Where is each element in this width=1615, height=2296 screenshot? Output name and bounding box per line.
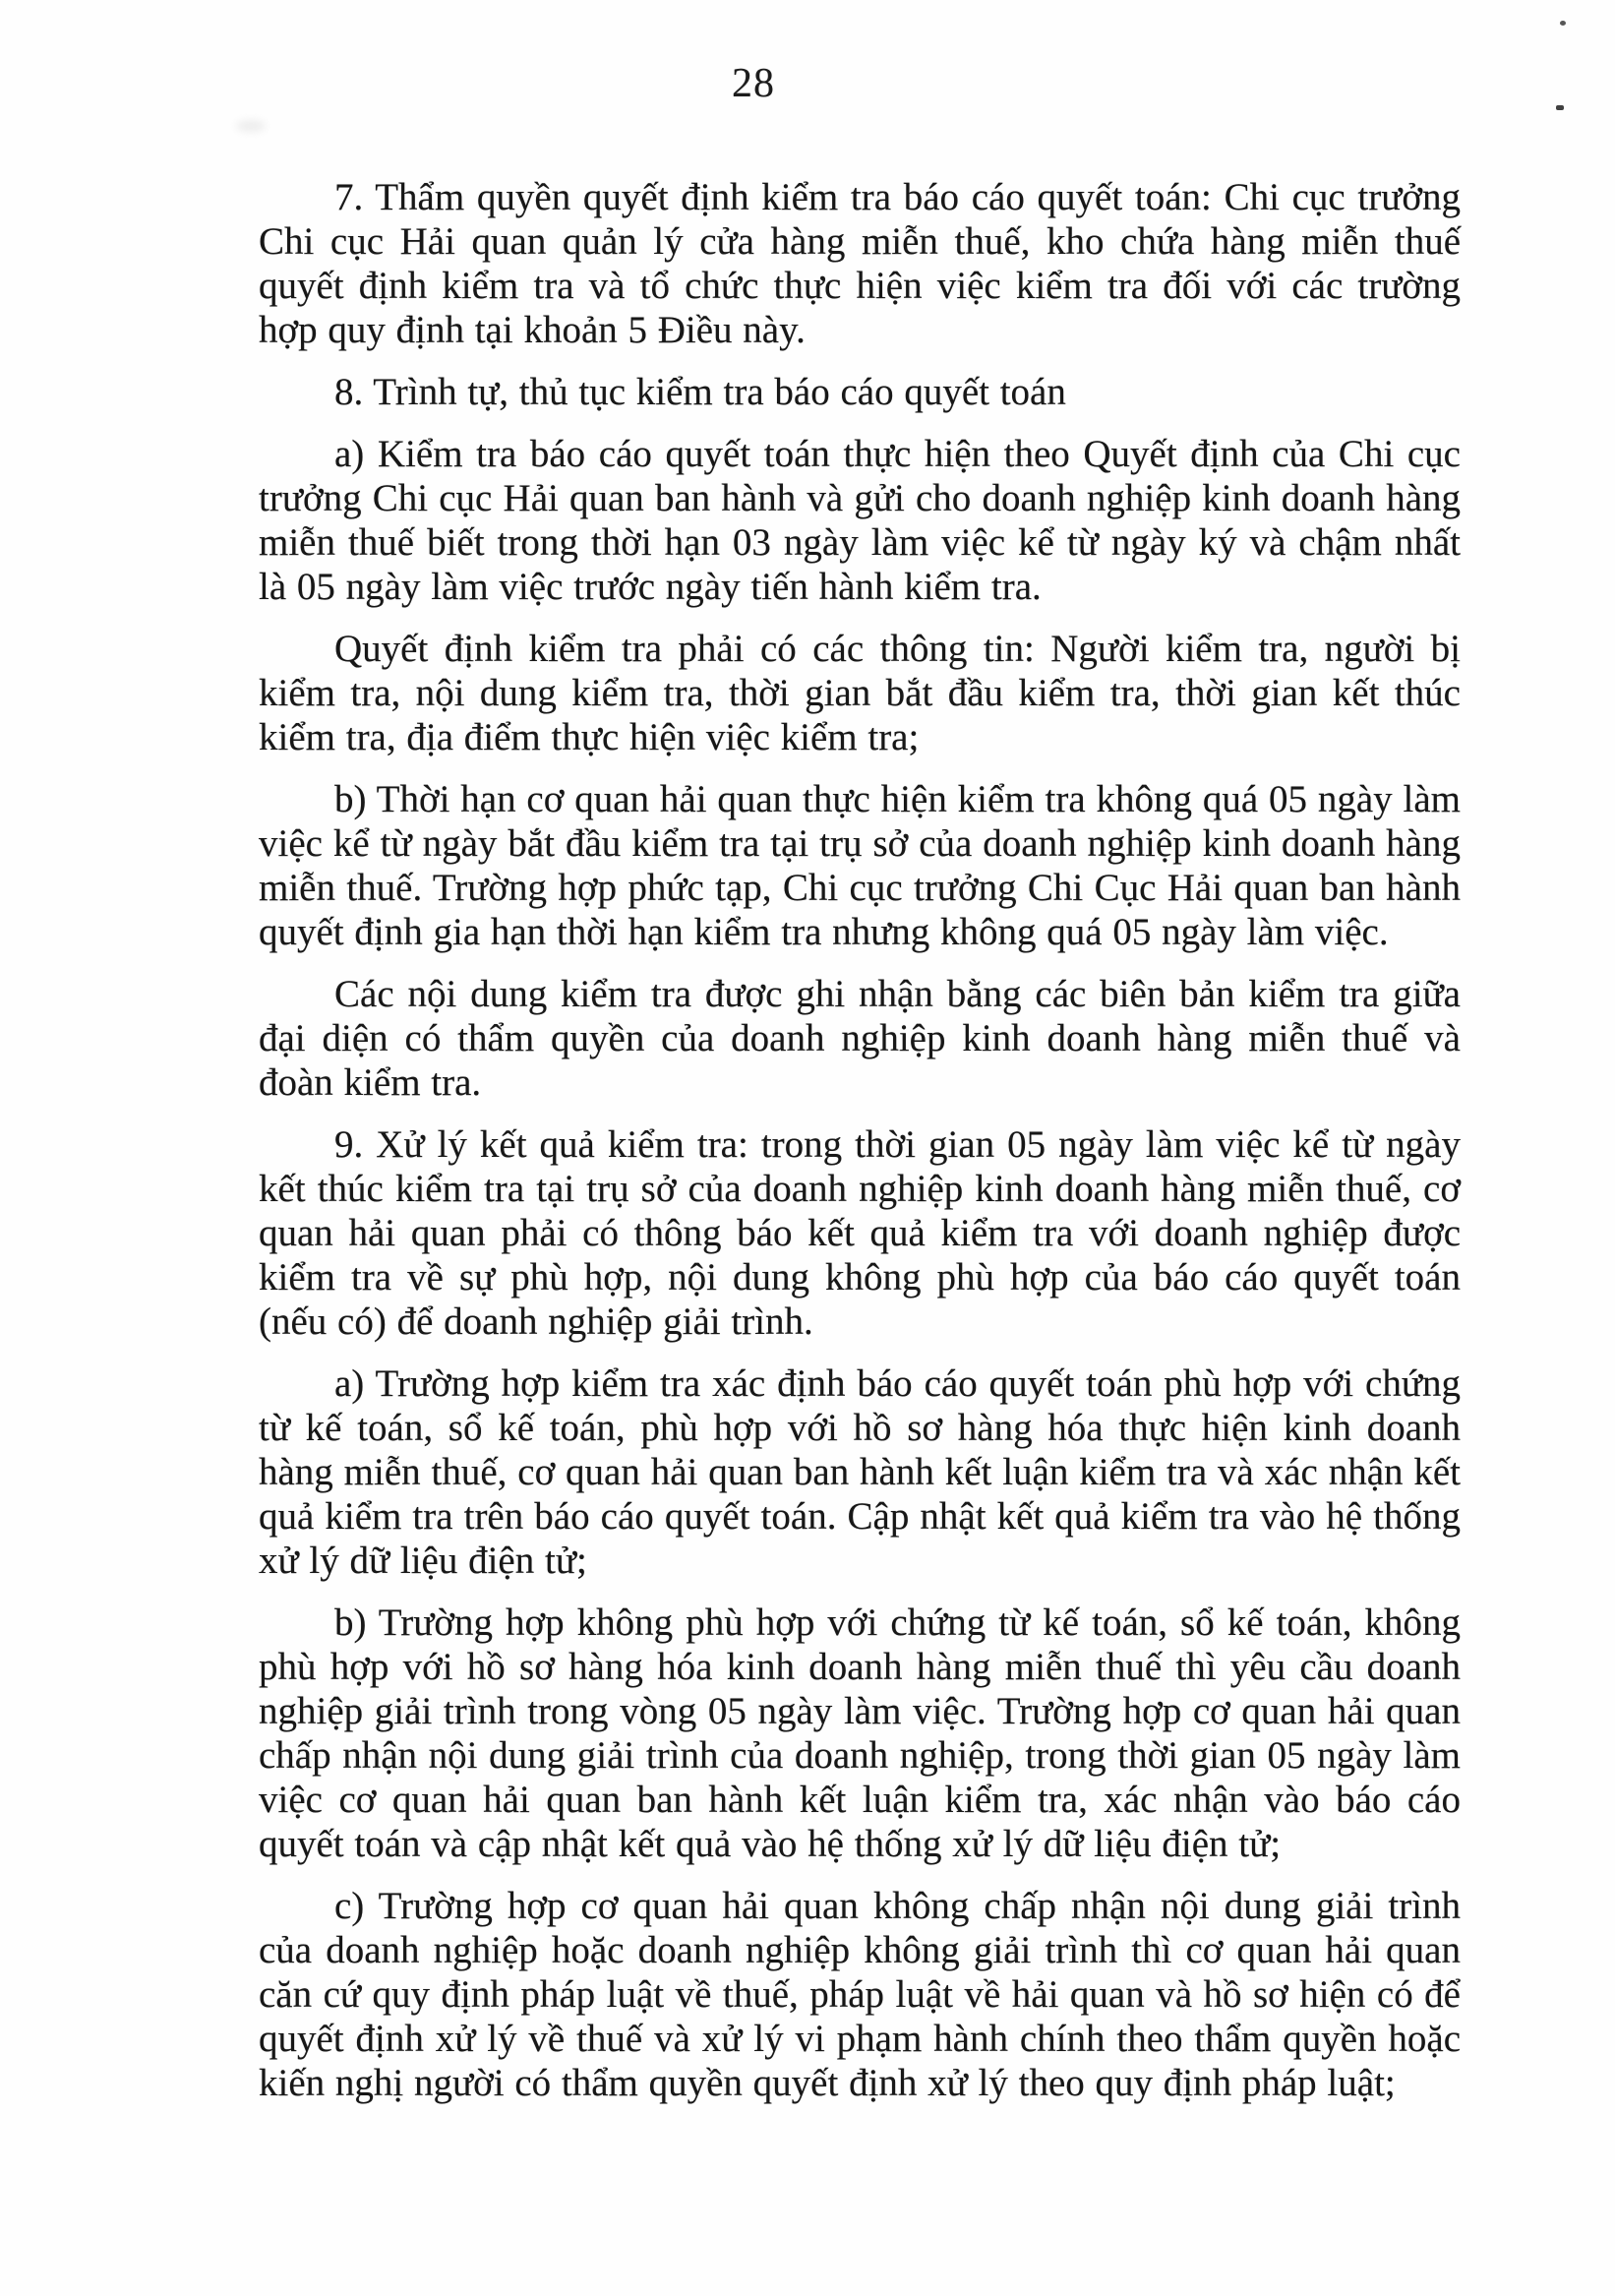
ink-dot-artifact <box>1560 21 1566 26</box>
paragraph-9b: b) Trường hợp không phù hợp với chứng từ kế toán, sổ kế toán, không phù hợp với hồ sơ hàng hóa kinh doanh hàng miễn thuế thì yêu cầu doanh nghiệp giải trình trong vòng 05 ngày làm việc. Trường hợp cơ quan hải quan chấp nhận nội dung giải trình của doanh nghiệp, trong thời gian 05 ngày làm việc cơ quan hải quan ban hành kết luận kiểm tra, xác nhận vào báo cáo quyết toán và cập nhật kết quả vào hệ thống xử lý dữ liệu điện tử; <box>259 1601 1461 1865</box>
page-number: 28 <box>732 61 775 106</box>
paragraph-8-heading: 8. Trình tự, thủ tục kiểm tra báo cáo quyết toán <box>334 371 1066 413</box>
paragraph-9c: c) Trường hợp cơ quan hải quan không chấp nhận nội dung giải trình của doanh nghiệp hoặc doanh nghiệp không giải trình thì cơ quan hải quan căn cứ quy định pháp luật về thuế, pháp luật về hải quan và hồ sơ hiện có để quyết định xử lý về thuế và xử lý vi phạm hành chính theo thẩm quyền hoặc kiến nghị người có thẩm quyền quyết định xử lý theo quy định pháp luật; <box>259 1885 1461 2104</box>
paragraph-8-inspection-record: Các nội dung kiểm tra được ghi nhận bằng các biên bản kiểm tra giữa đại diện có thẩm quyền của doanh nghiệp kinh doanh hàng miễn thuế và đoàn kiểm tra. <box>259 973 1461 1104</box>
paragraph-8-decision-info: Quyết định kiểm tra phải có các thông tin: Người kiểm tra, người bị kiểm tra, nội dung kiểm tra, thời gian bắt đầu kiểm tra, thời gian kết thúc kiểm tra, địa điểm thực hiện việc kiểm tra; <box>259 628 1461 758</box>
paragraph-8a: a) Kiểm tra báo cáo quyết toán thực hiện theo Quyết định của Chi cục trưởng Chi cục Hải quan ban hành và gửi cho doanh nghiệp kinh doanh hàng miễn thuế biết trong thời hạn 03 ngày làm việc kể từ ngày ký và chậm nhất là 05 ngày làm việc trước ngày tiến hành kiểm tra. <box>259 433 1461 608</box>
ink-dot-artifact <box>1556 105 1564 110</box>
paragraph-9a: a) Trường hợp kiểm tra xác định báo cáo quyết toán phù hợp với chứng từ kế toán, sổ kế toán, phù hợp với hồ sơ hàng hóa thực hiện kinh doanh hàng miễn thuế, cơ quan hải quan ban hành kết luận kiểm tra và xác nhận kết quả kiểm tra trên báo cáo quyết toán. Cập nhật kết quả kiểm tra vào hệ thống xử lý dữ liệu điện tử; <box>259 1362 1461 1582</box>
paragraph-9: 9. Xử lý kết quả kiểm tra: trong thời gian 05 ngày làm việc kể từ ngày kết thúc kiểm tra tại trụ sở của doanh nghiệp kinh doanh hàng miễn thuế, cơ quan hải quan phải có thông báo kết quả kiểm tra với doanh nghiệp được kiểm tra về sự phù hợp, nội dung không phù hợp của báo cáo quyết toán (nếu có) để doanh nghiệp giải trình. <box>259 1123 1461 1343</box>
paragraph-8b: b) Thời hạn cơ quan hải quan thực hiện kiểm tra không quá 05 ngày làm việc kể từ ngày bắt đầu kiểm tra tại trụ sở của doanh nghiệp kinh doanh hàng miễn thuế. Trường hợp phức tạp, Chi cục trưởng Chi Cục Hải quan ban hành quyết định gia hạn thời hạn kiểm tra nhưng không quá 05 ngày làm việc. <box>259 778 1461 953</box>
scan-smudge-artifact <box>236 120 266 132</box>
document-body <box>259 175 1461 2123</box>
paragraph-7: 7. Thẩm quyền quyết định kiểm tra báo cáo quyết toán: Chi cục trưởng Chi cục Hải quan quản lý cửa hàng miễn thuế, kho chứa hàng miễn thuế quyết định kiểm tra và tổ chức thực hiện việc kiểm tra đối với các trường hợp quy định tại khoản 5 Điều này. <box>259 176 1461 351</box>
